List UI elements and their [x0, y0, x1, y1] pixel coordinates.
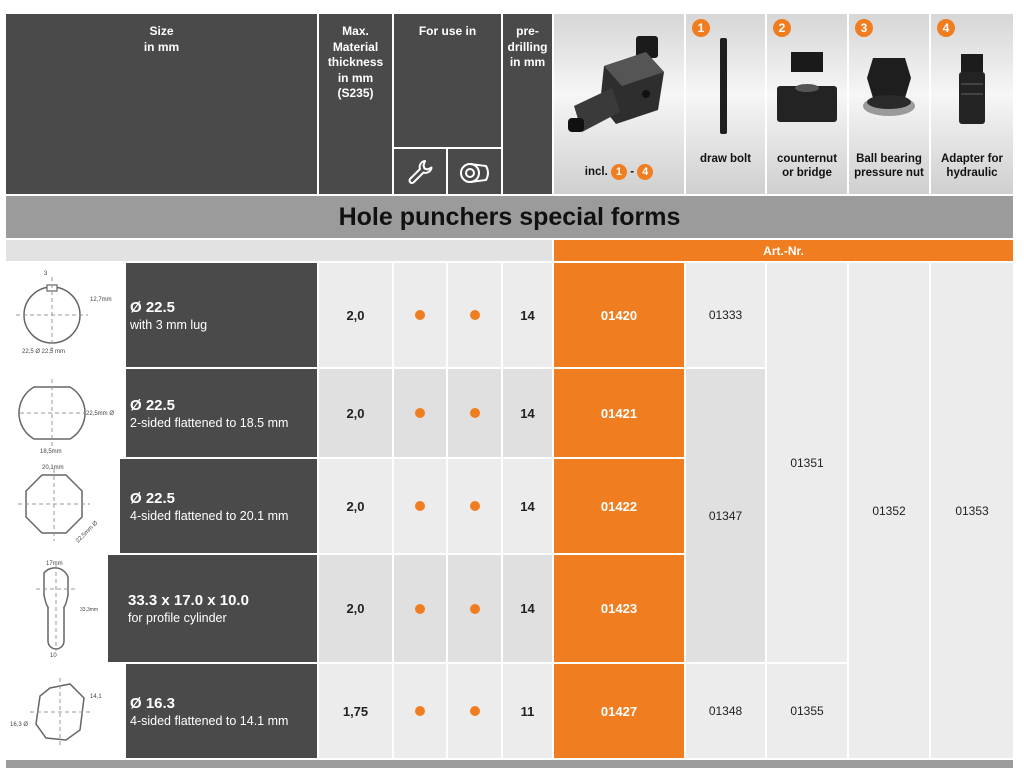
row-5-use-wrench [394, 664, 446, 758]
row-5-part-1: 01348 [686, 664, 765, 758]
svg-text:18,5mm: 18,5mm [40, 449, 62, 455]
shape-four-sided-flat-drawing [6, 459, 118, 553]
ball-bearing-image [849, 14, 929, 154]
availability-dot [415, 310, 425, 320]
svg-text:22,5mm Ø: 22,5mm Ø [75, 520, 100, 545]
header-for-use-in: For use in [394, 14, 501, 147]
svg-text:22,5 Ø 22,5 mm: 22,5 Ø 22,5 mm [22, 349, 66, 355]
svg-text:33,3mm: 33,3mm [80, 607, 99, 613]
part-badge-3: 3 [855, 19, 873, 37]
part-badge-2: 2 [773, 19, 791, 37]
row-4-figure [6, 555, 106, 662]
availability-dot [470, 501, 480, 511]
row-2-use-hydraulic [448, 369, 501, 457]
svg-text:22,5mm Ø: 22,5mm Ø [86, 411, 115, 417]
availability-dot [415, 501, 425, 511]
row-3-use-wrench [394, 459, 446, 553]
availability-dot [470, 310, 480, 320]
svg-text:10: 10 [50, 653, 57, 659]
tool-set-image [554, 14, 684, 154]
svg-text:3: 3 [44, 271, 48, 277]
availability-dot [470, 706, 480, 716]
merged-part-3-all-rows: 01352 [849, 263, 929, 758]
row-5-pre-drilling: 11 [503, 664, 552, 758]
part-badge-1: 1 [692, 19, 710, 37]
header-part-draw-bolt [686, 14, 765, 194]
shape-two-sided-flat-drawing [6, 369, 124, 457]
part-badge-4: 4 [937, 19, 955, 37]
section-title: Hole punchers special forms [338, 202, 681, 231]
row-5-use-hydraulic [448, 664, 501, 758]
part-label-2: counternut or bridge [776, 153, 838, 180]
part-label-1: draw bolt [699, 153, 752, 165]
counternut-image [767, 14, 847, 154]
art-nr-spacer [6, 240, 552, 261]
svg-text:17mm: 17mm [46, 561, 63, 567]
availability-dot [470, 408, 480, 418]
header-max-thickness: Max. Material thickness in mm (S235) [319, 14, 392, 194]
row-1-thickness: 2,0 [319, 263, 392, 367]
part-label-4: Adapter for hydraulic [941, 153, 1003, 180]
row-4-art-nr: 01423 [554, 555, 684, 662]
header-hydraulic-cell [448, 149, 501, 194]
shape-profile-cylinder-drawing [6, 555, 106, 662]
shape-round-lug-drawing [6, 263, 124, 367]
row-2-description: Ø 22.5 2-sided flattened to 18.5 mm [126, 369, 317, 457]
incl-caption: incl. 1 - 4 [554, 164, 684, 180]
row-4-description: 33.3 x 17.0 x 10.0 for profile cylinder [108, 555, 317, 662]
header-part-counternut [767, 14, 847, 194]
hydraulic-cylinder-icon [458, 158, 492, 186]
row-4-pre-drilling: 14 [503, 555, 552, 662]
row-4-use-hydraulic [448, 555, 501, 662]
row-1-figure [6, 263, 124, 367]
draw-bolt-image [686, 14, 765, 154]
availability-dot [470, 604, 480, 614]
svg-text:20,1mm: 20,1mm [42, 465, 64, 471]
merged-part-2-rows-1-4: 01351 [767, 263, 847, 662]
art-nr-header: Art.-Nr. [554, 240, 1013, 261]
row-3-thickness: 2,0 [319, 459, 392, 553]
row-3-pre-drilling: 14 [503, 459, 552, 553]
row-2-pre-drilling: 14 [503, 369, 552, 457]
row-1-part-1: 01333 [686, 263, 765, 367]
wrench-icon [405, 157, 435, 187]
row-3-description: Ø 22.5 4-sided flattened to 20.1 mm [120, 459, 317, 553]
header-tool-set [554, 14, 684, 194]
row-2-art-nr: 01421 [554, 369, 684, 457]
row-2-figure [6, 369, 124, 457]
row-2-use-wrench [394, 369, 446, 457]
row-5-figure [6, 664, 124, 758]
incl-badge-1: 1 [611, 164, 627, 180]
svg-text:16,3 Ø: 16,3 Ø [10, 722, 29, 728]
row-1-use-hydraulic [448, 263, 501, 367]
merged-part-1-rows-2-4: 01347 [686, 369, 765, 662]
header-wrench-cell [394, 149, 446, 194]
availability-dot [415, 604, 425, 614]
row-1-art-nr: 01420 [554, 263, 684, 367]
row-3-figure [6, 459, 118, 553]
row-5-description: Ø 16.3 4-sided flattened to 14.1 mm [126, 664, 317, 758]
row-4-use-wrench [394, 555, 446, 662]
row-1-pre-drilling: 14 [503, 263, 552, 367]
header-part-ball-bearing [849, 14, 929, 194]
row-3-art-nr: 01422 [554, 459, 684, 553]
incl-badge-4: 4 [637, 164, 653, 180]
row-1-use-wrench [394, 263, 446, 367]
svg-text:14,1: 14,1 [90, 694, 102, 700]
row-2-thickness: 2,0 [319, 369, 392, 457]
part-label-3: Ball bearing pressure nut [854, 153, 924, 180]
row-4-thickness: 2,0 [319, 555, 392, 662]
shape-small-four-sided-flat-drawing [6, 664, 124, 758]
bottom-band [6, 760, 1013, 768]
row-5-thickness: 1,75 [319, 664, 392, 758]
row-5-art-nr: 01427 [554, 664, 684, 758]
section-title-band [6, 196, 1013, 238]
header-part-adapter [931, 14, 1013, 194]
merged-part-4-all-rows: 01353 [931, 263, 1013, 758]
row-3-use-hydraulic [448, 459, 501, 553]
row-5-part-2: 01355 [767, 664, 847, 758]
availability-dot [415, 706, 425, 716]
header-size: Size in mm [6, 14, 317, 194]
svg-text:12,7mm: 12,7mm [90, 297, 112, 303]
availability-dot [415, 408, 425, 418]
row-1-description: Ø 22.5 with 3 mm lug [126, 263, 317, 367]
adapter-image [931, 14, 1013, 154]
header-pre-drilling: pre- drilling in mm [503, 14, 552, 194]
